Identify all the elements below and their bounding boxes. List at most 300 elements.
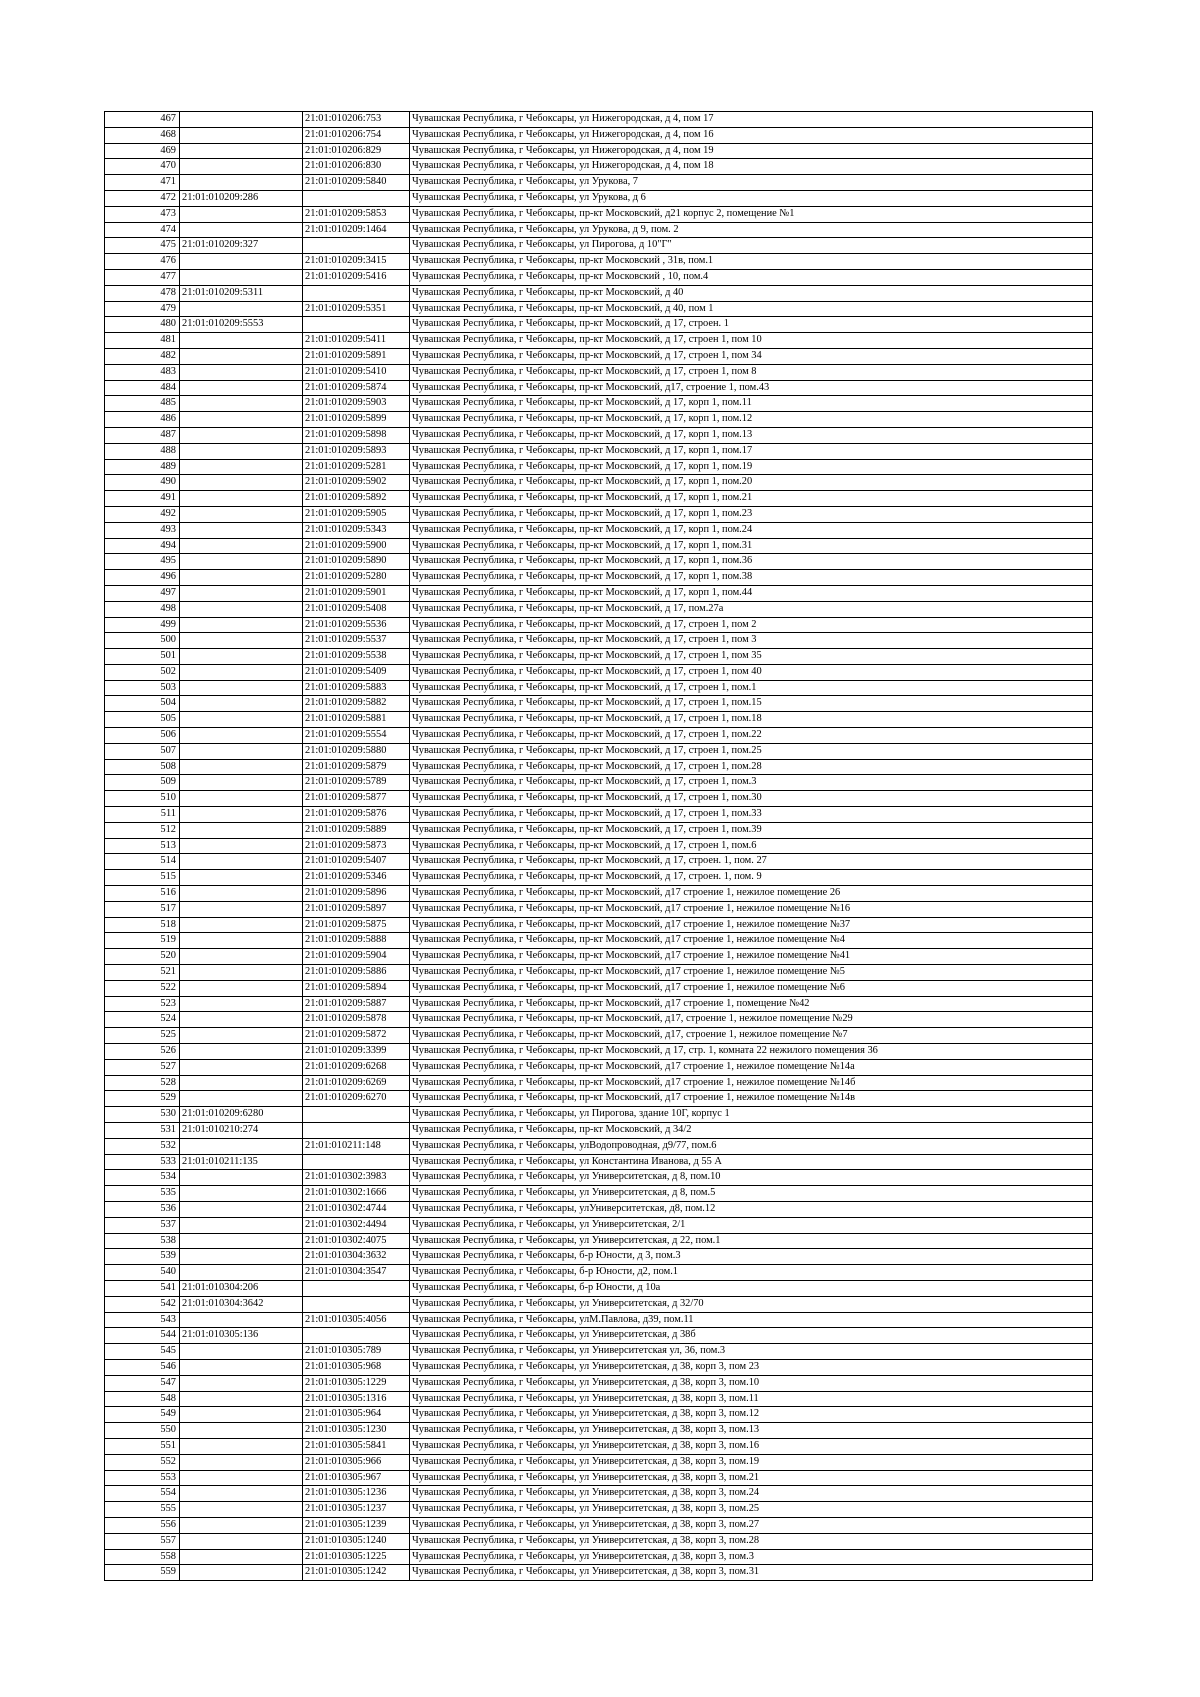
row-number-cell: 499 (105, 617, 180, 633)
table-row (105, 206, 1093, 222)
row-number-cell: 521 (105, 965, 180, 981)
address-cell: Чувашская Республика, г Чебоксары, пр-кт Московский, д 17, строен 1, пом 40 (410, 664, 1093, 680)
land-cadastral-number-cell (180, 633, 303, 649)
premises-cadastral-number-cell: 21:01:010305:1242 (303, 1565, 410, 1581)
premises-cadastral-number-cell: 21:01:010209:5886 (303, 965, 410, 981)
address-cell: Чувашская Республика, г Чебоксары, пр-кт Московский, д 17, корп 1, пом.36 (410, 554, 1093, 570)
table-row (105, 1454, 1093, 1470)
premises-cadastral-number-cell: 21:01:010209:5407 (303, 854, 410, 870)
row-number-cell: 509 (105, 775, 180, 791)
table-row (105, 380, 1093, 396)
table-row (105, 980, 1093, 996)
address-cell: Чувашская Республика, г Чебоксары, ул Университетская, д 38, корп 3, пом.25 (410, 1502, 1093, 1518)
address-cell: Чувашская Республика, г Чебоксары, ул Урукова, д 6 (410, 190, 1093, 206)
premises-cadastral-number-cell: 21:01:010209:5346 (303, 870, 410, 886)
address-cell: Чувашская Республика, г Чебоксары, ул Университетская, д 32/70 (410, 1296, 1093, 1312)
premises-cadastral-number-cell: 21:01:010209:5872 (303, 1028, 410, 1044)
row-number-cell: 537 (105, 1217, 180, 1233)
land-cadastral-number-cell (180, 838, 303, 854)
premises-cadastral-number-cell: 21:01:010209:5882 (303, 696, 410, 712)
table-row (105, 348, 1093, 364)
land-cadastral-number-cell (180, 585, 303, 601)
address-cell: Чувашская Республика, г Чебоксары, пр-кт Московский, д 17, стр. 1, комната 22 нежилого помещения 36 (410, 1044, 1093, 1060)
table-row (105, 617, 1093, 633)
address-cell: Чувашская Республика, г Чебоксары, ул Пирогова, здание 10Г, корпус 1 (410, 1107, 1093, 1123)
row-number-cell: 557 (105, 1533, 180, 1549)
land-cadastral-number-cell (180, 949, 303, 965)
table-row (105, 1296, 1093, 1312)
table-row (105, 664, 1093, 680)
address-cell: Чувашская Республика, г Чебоксары, пр-кт Московский, д17 строение 1, нежилое помещение №6 (410, 980, 1093, 996)
premises-cadastral-number-cell (303, 238, 410, 254)
address-cell: Чувашская Республика, г Чебоксары, ул Урукова, 7 (410, 175, 1093, 191)
address-cell: Чувашская Республика, г Чебоксары, пр-кт Московский, д 17, строен 1, пом 2 (410, 617, 1093, 633)
land-cadastral-number-cell (180, 1454, 303, 1470)
land-cadastral-number-cell: 21:01:010209:6280 (180, 1107, 303, 1123)
address-cell: Чувашская Республика, г Чебоксары, ул Нижегородская, д 4, пом 16 (410, 127, 1093, 143)
premises-cadastral-number-cell: 21:01:010305:967 (303, 1470, 410, 1486)
row-number-cell: 542 (105, 1296, 180, 1312)
premises-cadastral-number-cell: 21:01:010209:1464 (303, 222, 410, 238)
table-row (105, 886, 1093, 902)
row-number-cell: 559 (105, 1565, 180, 1581)
table-row (105, 475, 1093, 491)
premises-cadastral-number-cell: 21:01:010209:5901 (303, 585, 410, 601)
table-row (105, 222, 1093, 238)
row-number-cell: 525 (105, 1028, 180, 1044)
address-cell: Чувашская Республика, г Чебоксары, пр-кт Московский, д 17, строен 1, пом.39 (410, 822, 1093, 838)
row-number-cell: 532 (105, 1138, 180, 1154)
row-number-cell: 555 (105, 1502, 180, 1518)
premises-cadastral-number-cell: 21:01:010209:5874 (303, 380, 410, 396)
row-number-cell: 502 (105, 664, 180, 680)
row-number-cell: 492 (105, 506, 180, 522)
address-cell: Чувашская Республика, г Чебоксары, пр-кт Московский, д 40, пом 1 (410, 301, 1093, 317)
table-row (105, 917, 1093, 933)
address-cell: Чувашская Республика, г Чебоксары, пр-кт Московский, д 17, строен 1, пом.28 (410, 759, 1093, 775)
table-row (105, 1265, 1093, 1281)
address-cell: Чувашская Республика, г Чебоксары, пр-кт Московский, д 17, корп 1, пом.17 (410, 443, 1093, 459)
table-row (105, 491, 1093, 507)
land-cadastral-number-cell (180, 601, 303, 617)
land-cadastral-number-cell (180, 506, 303, 522)
table-row (105, 1059, 1093, 1075)
land-cadastral-number-cell (180, 822, 303, 838)
address-cell: Чувашская Республика, г Чебоксары, пр-кт Московский, д 17, корп 1, пом.11 (410, 396, 1093, 412)
premises-cadastral-number-cell: 21:01:010302:4744 (303, 1201, 410, 1217)
row-number-cell: 487 (105, 427, 180, 443)
row-number-cell: 471 (105, 175, 180, 191)
land-cadastral-number-cell (180, 965, 303, 981)
premises-cadastral-number-cell: 21:01:010209:5840 (303, 175, 410, 191)
table-row (105, 1407, 1093, 1423)
premises-cadastral-number-cell: 21:01:010209:5900 (303, 538, 410, 554)
land-cadastral-number-cell (180, 1059, 303, 1075)
row-number-cell: 489 (105, 459, 180, 475)
land-cadastral-number-cell (180, 886, 303, 902)
address-cell: Чувашская Республика, г Чебоксары, пр-кт Московский, д17, строение 1, нежилое помещение №7 (410, 1028, 1093, 1044)
address-cell: Чувашская Республика, г Чебоксары, пр-кт Московский, д 17, строен 1, пом 34 (410, 348, 1093, 364)
land-cadastral-number-cell (180, 412, 303, 428)
land-cadastral-number-cell (180, 1233, 303, 1249)
row-number-cell: 467 (105, 112, 180, 128)
table-row (105, 901, 1093, 917)
address-cell: Чувашская Республика, г Чебоксары, пр-кт Московский, д 34/2 (410, 1123, 1093, 1139)
premises-cadastral-number-cell (303, 1296, 410, 1312)
address-cell: Чувашская Республика, г Чебоксары, пр-кт Московский, д 40 (410, 285, 1093, 301)
table-row (105, 680, 1093, 696)
premises-cadastral-number-cell: 21:01:010209:5876 (303, 807, 410, 823)
row-number-cell: 546 (105, 1359, 180, 1375)
land-cadastral-number-cell (180, 996, 303, 1012)
table-row (105, 554, 1093, 570)
row-number-cell: 518 (105, 917, 180, 933)
premises-cadastral-number-cell: 21:01:010209:5409 (303, 664, 410, 680)
land-cadastral-number-cell (180, 1217, 303, 1233)
land-cadastral-number-cell: 21:01:010305:136 (180, 1328, 303, 1344)
premises-cadastral-number-cell (303, 1280, 410, 1296)
table-row (105, 1549, 1093, 1565)
address-cell: Чувашская Республика, г Чебоксары, пр-кт Московский, д 17, строен. 1, пом. 27 (410, 854, 1093, 870)
row-number-cell: 468 (105, 127, 180, 143)
row-number-cell: 504 (105, 696, 180, 712)
table-row (105, 143, 1093, 159)
row-number-cell: 513 (105, 838, 180, 854)
address-cell: Чувашская Республика, г Чебоксары, пр-кт Московский, д 17, пом.27а (410, 601, 1093, 617)
row-number-cell: 535 (105, 1186, 180, 1202)
row-number-cell: 520 (105, 949, 180, 965)
table-row (105, 522, 1093, 538)
premises-cadastral-number-cell: 21:01:010211:148 (303, 1138, 410, 1154)
address-cell: Чувашская Республика, г Чебоксары, ул Университетская, д 38, корп 3, пом.28 (410, 1533, 1093, 1549)
row-number-cell: 505 (105, 712, 180, 728)
premises-cadastral-number-cell: 21:01:010209:5878 (303, 1012, 410, 1028)
table-row (105, 427, 1093, 443)
address-cell: Чувашская Республика, г Чебоксары, пр-кт Московский, д17 строение 1, нежилое помещение №4 (410, 933, 1093, 949)
row-number-cell: 516 (105, 886, 180, 902)
row-number-cell: 553 (105, 1470, 180, 1486)
land-cadastral-number-cell (180, 1423, 303, 1439)
table-row (105, 570, 1093, 586)
premises-cadastral-number-cell: 21:01:010304:3632 (303, 1249, 410, 1265)
premises-cadastral-number-cell (303, 1328, 410, 1344)
land-cadastral-number-cell (180, 1249, 303, 1265)
premises-cadastral-number-cell: 21:01:010209:5877 (303, 791, 410, 807)
address-cell: Чувашская Республика, г Чебоксары, ул Университетская, д 38б (410, 1328, 1093, 1344)
premises-cadastral-number-cell: 21:01:010209:5880 (303, 743, 410, 759)
address-cell: Чувашская Республика, г Чебоксары, пр-кт Московский, д 17, строен 1, пом.25 (410, 743, 1093, 759)
premises-cadastral-number-cell: 21:01:010209:5280 (303, 570, 410, 586)
row-number-cell: 503 (105, 680, 180, 696)
premises-cadastral-number-cell: 21:01:010209:5888 (303, 933, 410, 949)
premises-cadastral-number-cell: 21:01:010209:6269 (303, 1075, 410, 1091)
premises-cadastral-number-cell: 21:01:010209:6268 (303, 1059, 410, 1075)
land-cadastral-number-cell (180, 1486, 303, 1502)
land-cadastral-number-cell (180, 1549, 303, 1565)
land-cadastral-number-cell (180, 917, 303, 933)
land-cadastral-number-cell: 21:01:010209:5553 (180, 317, 303, 333)
land-cadastral-number-cell: 21:01:010211:135 (180, 1154, 303, 1170)
premises-cadastral-number-cell: 21:01:010209:5902 (303, 475, 410, 491)
row-number-cell: 531 (105, 1123, 180, 1139)
row-number-cell: 500 (105, 633, 180, 649)
table-row (105, 285, 1093, 301)
table-row (105, 775, 1093, 791)
row-number-cell: 498 (105, 601, 180, 617)
table-row (105, 649, 1093, 665)
address-cell: Чувашская Республика, г Чебоксары, ул Университетская, д 38, корп 3, пом.3 (410, 1549, 1093, 1565)
address-cell: Чувашская Республика, г Чебоксары, пр-кт Московский, д 17, строен 1, пом 35 (410, 649, 1093, 665)
land-cadastral-number-cell (180, 459, 303, 475)
table-row (105, 743, 1093, 759)
row-number-cell: 541 (105, 1280, 180, 1296)
land-cadastral-number-cell (180, 664, 303, 680)
table-row (105, 1344, 1093, 1360)
premises-cadastral-number-cell: 21:01:010304:3547 (303, 1265, 410, 1281)
address-cell: Чувашская Республика, г Чебоксары, пр-кт Московский, д17 строение 1, нежилое помещение №16 (410, 901, 1093, 917)
land-cadastral-number-cell: 21:01:010209:286 (180, 190, 303, 206)
land-cadastral-number-cell (180, 1201, 303, 1217)
land-cadastral-number-cell (180, 933, 303, 949)
premises-cadastral-number-cell: 21:01:010302:1666 (303, 1186, 410, 1202)
row-number-cell: 472 (105, 190, 180, 206)
premises-cadastral-number-cell: 21:01:010209:5891 (303, 348, 410, 364)
address-cell: Чувашская Республика, г Чебоксары, ул Нижегородская, д 4, пом 19 (410, 143, 1093, 159)
address-cell: Чувашская Республика, г Чебоксары, ул Университетская, д 38, корп 3, пом.11 (410, 1391, 1093, 1407)
table-row (105, 159, 1093, 175)
row-number-cell: 506 (105, 728, 180, 744)
row-number-cell: 543 (105, 1312, 180, 1328)
premises-cadastral-number-cell (303, 317, 410, 333)
land-cadastral-number-cell (180, 649, 303, 665)
table-row (105, 333, 1093, 349)
land-cadastral-number-cell (180, 127, 303, 143)
row-number-cell: 483 (105, 364, 180, 380)
land-cadastral-number-cell (180, 1075, 303, 1091)
address-cell: Чувашская Республика, г Чебоксары, пр-кт Московский, д 17, корп 1, пом.20 (410, 475, 1093, 491)
table-row (105, 807, 1093, 823)
premises-cadastral-number-cell: 21:01:010209:5893 (303, 443, 410, 459)
land-cadastral-number-cell (180, 222, 303, 238)
premises-cadastral-number-cell: 21:01:010209:5343 (303, 522, 410, 538)
land-cadastral-number-cell (180, 1533, 303, 1549)
table-row (105, 696, 1093, 712)
address-cell: Чувашская Республика, г Чебоксары, пр-кт Московский, д 17, корп 1, пом.38 (410, 570, 1093, 586)
address-cell: Чувашская Республика, г Чебоксары, ул Константина Иванова, д 55 А (410, 1154, 1093, 1170)
land-cadastral-number-cell: 21:01:010304:3642 (180, 1296, 303, 1312)
address-cell: Чувашская Республика, г Чебоксары, пр-кт Московский, д 17, корп 1, пом.21 (410, 491, 1093, 507)
address-cell: Чувашская Республика, г Чебоксары, ул Университетская, д 8, пом.10 (410, 1170, 1093, 1186)
address-cell: Чувашская Республика, г Чебоксары, ул Нижегородская, д 4, пом 17 (410, 112, 1093, 128)
premises-cadastral-number-cell: 21:01:010206:829 (303, 143, 410, 159)
premises-cadastral-number-cell: 21:01:010305:5841 (303, 1438, 410, 1454)
address-cell: Чувашская Республика, г Чебоксары, ул Университетская, д 38, корп 3, пом.12 (410, 1407, 1093, 1423)
land-cadastral-number-cell (180, 301, 303, 317)
premises-cadastral-number-cell: 21:01:010209:5889 (303, 822, 410, 838)
address-cell: Чувашская Республика, г Чебоксары, пр-кт Московский, д17 строение 1, нежилое помещение №14в (410, 1091, 1093, 1107)
address-cell: Чувашская Республика, г Чебоксары, пр-кт Московский, д 17, строен. 1 (410, 317, 1093, 333)
row-number-cell: 494 (105, 538, 180, 554)
row-number-cell: 515 (105, 870, 180, 886)
address-cell: Чувашская Республика, г Чебоксары, ул Университетская, д 38, корп 3, пом.10 (410, 1375, 1093, 1391)
row-number-cell: 533 (105, 1154, 180, 1170)
row-number-cell: 469 (105, 143, 180, 159)
table-row (105, 1486, 1093, 1502)
address-cell: Чувашская Республика, г Чебоксары, пр-кт Московский, д 17, корп 1, пом.19 (410, 459, 1093, 475)
land-cadastral-number-cell: 21:01:010209:327 (180, 238, 303, 254)
land-cadastral-number-cell (180, 380, 303, 396)
premises-cadastral-number-cell: 21:01:010302:4075 (303, 1233, 410, 1249)
land-cadastral-number-cell (180, 554, 303, 570)
premises-cadastral-number-cell (303, 1154, 410, 1170)
premises-cadastral-number-cell (303, 285, 410, 301)
land-cadastral-number-cell (180, 269, 303, 285)
row-number-cell: 550 (105, 1423, 180, 1439)
row-number-cell: 558 (105, 1549, 180, 1565)
land-cadastral-number-cell (180, 1265, 303, 1281)
address-cell: Чувашская Республика, г Чебоксары, пр-кт Московский, д17 строение 1, нежилое помещение №14б (410, 1075, 1093, 1091)
address-cell: Чувашская Республика, г Чебоксары, пр-кт Московский, д 17, корп 1, пом.24 (410, 522, 1093, 538)
address-cell: Чувашская Республика, г Чебоксары, ул Университетская, д 38, корп 3, пом.19 (410, 1454, 1093, 1470)
premises-cadastral-number-cell: 21:01:010209:5894 (303, 980, 410, 996)
land-cadastral-number-cell (180, 348, 303, 364)
premises-cadastral-number-cell: 21:01:010209:5892 (303, 491, 410, 507)
land-cadastral-number-cell (180, 712, 303, 728)
row-number-cell: 474 (105, 222, 180, 238)
address-cell: Чувашская Республика, г Чебоксары, пр-кт Московский, д17, строение 1, нежилое помещение №29 (410, 1012, 1093, 1028)
address-cell: Чувашская Республика, г Чебоксары, ул Нижегородская, д 4, пом 18 (410, 159, 1093, 175)
row-number-cell: 478 (105, 285, 180, 301)
address-cell: Чувашская Республика, г Чебоксары, пр-кт Московский, д 17, строен 1, пом.15 (410, 696, 1093, 712)
premises-cadastral-number-cell: 21:01:010209:5897 (303, 901, 410, 917)
row-number-cell: 549 (105, 1407, 180, 1423)
land-cadastral-number-cell (180, 364, 303, 380)
address-cell: Чувашская Республика, г Чебоксары, пр-кт Московский, д 17, корп 1, пом.44 (410, 585, 1093, 601)
address-cell: Чувашская Республика, г Чебоксары, пр-кт Московский, д 17, строен 1, пом.3 (410, 775, 1093, 791)
table-row (105, 459, 1093, 475)
land-cadastral-number-cell: 21:01:010210:274 (180, 1123, 303, 1139)
table-row (105, 1359, 1093, 1375)
land-cadastral-number-cell (180, 791, 303, 807)
row-number-cell: 526 (105, 1044, 180, 1060)
land-cadastral-number-cell (180, 396, 303, 412)
row-number-cell: 556 (105, 1517, 180, 1533)
table-row (105, 127, 1093, 143)
premises-cadastral-number-cell: 21:01:010209:5537 (303, 633, 410, 649)
table-row (105, 1170, 1093, 1186)
address-cell: Чувашская Республика, г Чебоксары, пр-кт Московский, д17 строение 1, нежилое помещение 26 (410, 886, 1093, 902)
table-row (105, 538, 1093, 554)
premises-cadastral-number-cell: 21:01:010209:5875 (303, 917, 410, 933)
premises-cadastral-number-cell: 21:01:010305:1237 (303, 1502, 410, 1518)
row-number-cell: 508 (105, 759, 180, 775)
table-row (105, 506, 1093, 522)
row-number-cell: 538 (105, 1233, 180, 1249)
address-cell: Чувашская Республика, г Чебоксары, ул Университетская, д 38, корп 3, пом.31 (410, 1565, 1093, 1581)
address-cell: Чувашская Республика, г Чебоксары, пр-кт Московский, д 17, строен 1, пом 3 (410, 633, 1093, 649)
row-number-cell: 534 (105, 1170, 180, 1186)
table-row (105, 1107, 1093, 1123)
land-cadastral-number-cell (180, 743, 303, 759)
row-number-cell: 528 (105, 1075, 180, 1091)
table-row (105, 791, 1093, 807)
address-cell: Чувашская Республика, г Чебоксары, пр-кт Московский, д17, строение 1, пом.43 (410, 380, 1093, 396)
address-cell: Чувашская Республика, г Чебоксары, ул Университетская ул, 36, пом.3 (410, 1344, 1093, 1360)
row-number-cell: 479 (105, 301, 180, 317)
table-row (105, 712, 1093, 728)
premises-cadastral-number-cell: 21:01:010209:5538 (303, 649, 410, 665)
address-cell: Чувашская Республика, г Чебоксары, улМ.Павлова, д39, пом.11 (410, 1312, 1093, 1328)
land-cadastral-number-cell (180, 333, 303, 349)
address-cell: Чувашская Республика, г Чебоксары, пр-кт Московский, д17 строение 1, нежилое помещение №37 (410, 917, 1093, 933)
premises-cadastral-number-cell: 21:01:010209:5903 (303, 396, 410, 412)
premises-cadastral-number-cell: 21:01:010209:5887 (303, 996, 410, 1012)
table-row (105, 364, 1093, 380)
land-cadastral-number-cell (180, 143, 303, 159)
address-cell: Чувашская Республика, г Чебоксары, пр-кт Московский , 31в, пом.1 (410, 254, 1093, 270)
address-cell: Чувашская Республика, г Чебоксары, пр-кт Московский, д 17, строен 1, пом.30 (410, 791, 1093, 807)
address-cell: Чувашская Республика, г Чебоксары, ул Университетская, 2/1 (410, 1217, 1093, 1233)
row-number-cell: 530 (105, 1107, 180, 1123)
address-cell: Чувашская Республика, г Чебоксары, пр-кт Московский, д 17, корп 1, пом.31 (410, 538, 1093, 554)
row-number-cell: 552 (105, 1454, 180, 1470)
address-cell: Чувашская Республика, г Чебоксары, ул Университетская, д 38, корп 3, пом.16 (410, 1438, 1093, 1454)
table-row (105, 1502, 1093, 1518)
premises-cadastral-number-cell: 21:01:010209:5281 (303, 459, 410, 475)
table-row (105, 838, 1093, 854)
address-cell: Чувашская Республика, г Чебоксары, улВодопроводная, д9/77, пом.6 (410, 1138, 1093, 1154)
table-row (105, 585, 1093, 601)
address-cell: Чувашская Республика, г Чебоксары, б-р Юности, д 10а (410, 1280, 1093, 1296)
table-row (105, 1423, 1093, 1439)
row-number-cell: 539 (105, 1249, 180, 1265)
premises-cadastral-number-cell: 21:01:010305:1236 (303, 1486, 410, 1502)
table-row (105, 1438, 1093, 1454)
table-row (105, 1201, 1093, 1217)
row-number-cell: 484 (105, 380, 180, 396)
premises-cadastral-number-cell: 21:01:010209:6270 (303, 1091, 410, 1107)
table-row (105, 301, 1093, 317)
table-row (105, 112, 1093, 128)
land-cadastral-number-cell (180, 538, 303, 554)
premises-cadastral-number-cell: 21:01:010206:753 (303, 112, 410, 128)
land-cadastral-number-cell (180, 728, 303, 744)
table-row (105, 870, 1093, 886)
land-cadastral-number-cell: 21:01:010209:5311 (180, 285, 303, 301)
premises-cadastral-number-cell: 21:01:010209:5896 (303, 886, 410, 902)
address-cell: Чувашская Республика, г Чебоксары, пр-кт Московский, д 17, строен 1, пом 8 (410, 364, 1093, 380)
table-row (105, 1249, 1093, 1265)
premises-cadastral-number-cell: 21:01:010209:5410 (303, 364, 410, 380)
premises-cadastral-number-cell: 21:01:010209:5883 (303, 680, 410, 696)
land-cadastral-number-cell (180, 1438, 303, 1454)
premises-cadastral-number-cell: 21:01:010209:5904 (303, 949, 410, 965)
land-cadastral-number-cell (180, 1312, 303, 1328)
premises-cadastral-number-cell: 21:01:010209:5879 (303, 759, 410, 775)
land-cadastral-number-cell (180, 475, 303, 491)
premises-cadastral-number-cell: 21:01:010209:5853 (303, 206, 410, 222)
table-row (105, 1123, 1093, 1139)
row-number-cell: 524 (105, 1012, 180, 1028)
table-row (105, 443, 1093, 459)
table-row (105, 854, 1093, 870)
row-number-cell: 522 (105, 980, 180, 996)
row-number-cell: 544 (105, 1328, 180, 1344)
table-row (105, 1312, 1093, 1328)
premises-cadastral-number-cell: 21:01:010209:5905 (303, 506, 410, 522)
table-row (105, 238, 1093, 254)
address-cell: Чувашская Республика, г Чебоксары, пр-кт Московский, д 17, корп 1, пом.23 (410, 506, 1093, 522)
